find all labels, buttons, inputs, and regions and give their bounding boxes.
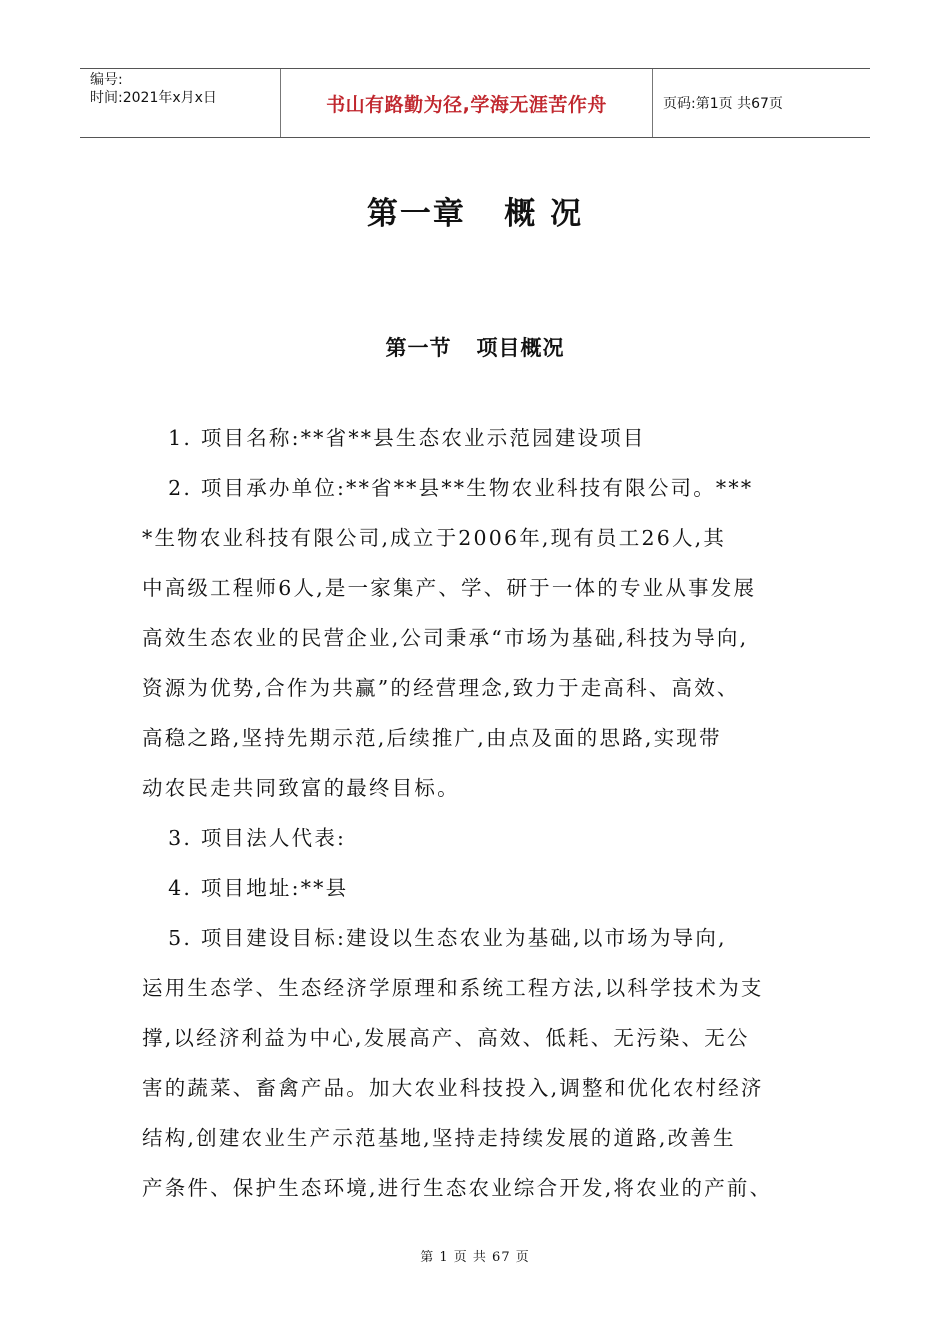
header-meta-cell — [80, 69, 281, 137]
body-line: 2. 项目承办单位:**省**县**生物农业科技有限公司。*** — [142, 476, 754, 500]
section-title: 第一节 项目概况 — [385, 336, 565, 360]
page-footer: 第 1 页 共 67 页 — [420, 1250, 530, 1265]
header-page-label: 页码:第1页 共67页 — [663, 96, 783, 112]
page-header — [80, 68, 870, 138]
body-line: 5. 项目建设目标:建设以生态农业为基础,以市场为导向, — [142, 926, 727, 950]
body-line: 1. 项目名称:**省**县生态农业示范园建设项目 — [142, 426, 646, 450]
body-line: 运用生态学、生态经济学原理和系统工程方法,以科学技术为支 — [142, 976, 764, 1000]
body-line: 4. 项目地址:**县 — [142, 876, 349, 900]
body-line: 产条件、保护生态环境,进行生态农业综合开发,将农业的产前、 — [142, 1176, 773, 1200]
body-line: 撑,以经济利益为中心,发展高产、高效、低耗、无污染、无公 — [142, 1026, 750, 1050]
body-line: 高稳之路,坚持先期示范,后续推广,由点及面的思路,实现带 — [142, 726, 722, 750]
body-line: 动农民走共同致富的最终目标。 — [142, 776, 460, 800]
body-line: 害的蔬菜、畜禽产品。加大农业科技投入,调整和优化农村经济 — [142, 1076, 764, 1100]
body-line: 3. 项目法人代表: — [142, 826, 347, 850]
body-text — [142, 420, 832, 1220]
body-line: 中高级工程师6人,是一家集产、学、研于一体的专业从事发展 — [142, 576, 757, 600]
header-motto: 书山有路勤为径,学海无涯苦作舟 — [281, 69, 653, 137]
body-line: *生物农业科技有限公司,成立于2006年,现有员工26人,其 — [142, 526, 727, 550]
document-number-label: 编号: — [90, 72, 123, 88]
chapter-title: 第一章 概 况 — [366, 196, 584, 232]
body-line: 结构,创建农业生产示范基地,坚持走持续发展的道路,改善生 — [142, 1126, 736, 1150]
document-time-label: 时间:2021年x月x日 — [90, 90, 217, 106]
body-line: 资源为优势,合作为共赢”的经营理念,致力于走高科、高效、 — [142, 676, 740, 700]
body-line: 高效生态农业的民营企业,公司秉承“市场为基础,科技为导向, — [142, 626, 749, 650]
